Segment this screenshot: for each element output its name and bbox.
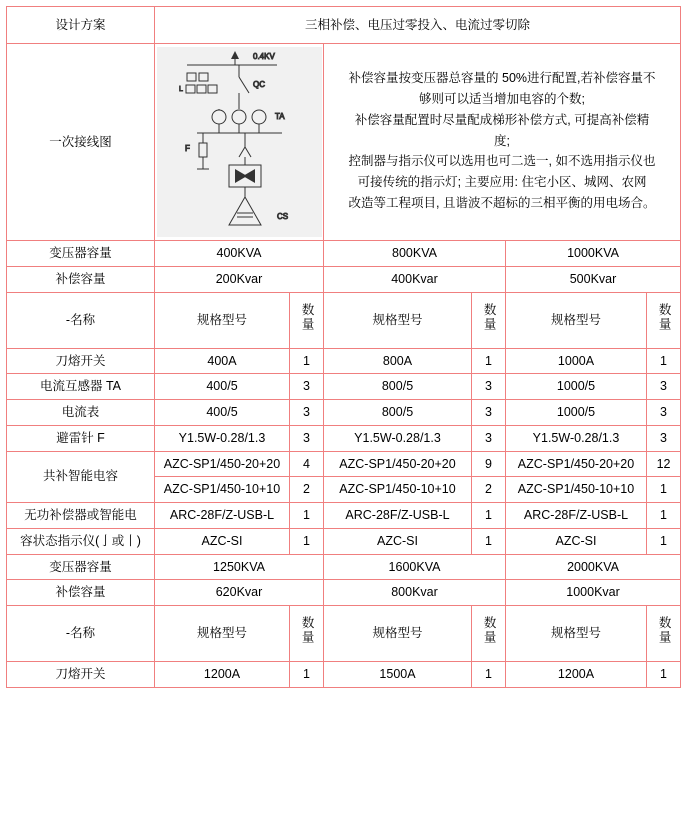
table-row	[7, 503, 681, 529]
compensation-capacity-value-2a: 620Kvar	[155, 580, 324, 606]
indicator-label-line2: 容状态指示仪(亅或丨)	[20, 533, 141, 548]
qty-header-2a	[290, 606, 324, 662]
row-qty: 1	[472, 528, 506, 554]
row-model: Y1.5W-0.28/1.3	[155, 425, 290, 451]
row-model: Y1.5W-0.28/1.3	[324, 425, 472, 451]
row-model: AZC-SI	[155, 528, 290, 554]
row-model: AZC-SP1/450-20+20	[506, 451, 647, 477]
row-qty: 9	[472, 451, 506, 477]
model-header-1c: 规格型号	[506, 292, 647, 348]
row-model: AZC-SP1/450-10+10	[324, 477, 472, 503]
desc-line-7: 改造等工程项目, 且谐波不超标的三相平衡的用电场合。	[348, 195, 656, 210]
compensation-capacity-label-1: 补偿容量	[7, 266, 155, 292]
column-header-row-1	[7, 292, 681, 348]
row-qty: 3	[290, 425, 324, 451]
row-model: 800/5	[324, 400, 472, 426]
transformer-capacity-row-2	[7, 554, 681, 580]
svg-text:F: F	[185, 144, 190, 153]
row-model: 1000/5	[506, 374, 647, 400]
model-header-2c: 规格型号	[506, 606, 647, 662]
model-header-1a: 规格型号	[155, 292, 290, 348]
row-model: 400A	[155, 348, 290, 374]
column-header-row-2	[7, 606, 681, 662]
row-model: AZC-SP1/450-10+10	[155, 477, 290, 503]
row-qty: 4	[290, 451, 324, 477]
qty-header-text-1b: 数量	[482, 302, 497, 332]
row-model: 1200A	[506, 662, 647, 688]
qty-header-1b	[472, 292, 506, 348]
qty-header-2b	[472, 606, 506, 662]
row-qty: 1	[647, 477, 681, 503]
transformer-capacity-value-1a: 400KVA	[155, 241, 324, 267]
compensation-capacity-label-2: 补偿容量	[7, 580, 155, 606]
svg-text:L: L	[179, 86, 183, 93]
row-qty: 1	[290, 348, 324, 374]
row-qty: 1	[472, 503, 506, 529]
row-qty: 3	[472, 425, 506, 451]
table-row	[7, 662, 681, 688]
row-model: 1000/5	[506, 400, 647, 426]
row-qty: 3	[472, 400, 506, 426]
svg-text:0.4KV: 0.4KV	[253, 52, 275, 61]
qty-header-1c	[647, 292, 681, 348]
compensation-capacity-row-2	[7, 580, 681, 606]
table-row	[7, 528, 681, 554]
transformer-capacity-label-1: 变压器容量	[7, 241, 155, 267]
svg-text:TA: TA	[275, 112, 285, 121]
qty-header-text-1c: 数量	[657, 302, 672, 332]
row-name-current-transformer: 电流互感器 TA	[7, 374, 155, 400]
compensation-capacity-value-2c: 1000Kvar	[506, 580, 681, 606]
row-qty: 3	[290, 400, 324, 426]
row-qty: 2	[472, 477, 506, 503]
row-model: 1000A	[506, 348, 647, 374]
row-name-ammeter: 电流表	[7, 400, 155, 426]
table-row	[7, 374, 681, 400]
qty-header-text-2c: 数量	[657, 616, 672, 646]
row-model: 400/5	[155, 400, 290, 426]
transformer-capacity-value-2b: 1600KVA	[324, 554, 506, 580]
qty-header-text-2a: 数量	[300, 616, 315, 646]
table-row	[7, 348, 681, 374]
row-qty: 3	[647, 400, 681, 426]
row-qty: 1	[472, 662, 506, 688]
compensation-capacity-value-2b: 800Kvar	[324, 580, 506, 606]
design-scheme-label: 设计方案	[7, 7, 155, 44]
compensation-capacity-value-1b: 400Kvar	[324, 266, 506, 292]
name-header-2: -名称	[7, 606, 155, 662]
row-name-lightning-arrester: 避雷针 F	[7, 425, 155, 451]
row-qty: 1	[647, 662, 681, 688]
row-qty: 1	[472, 348, 506, 374]
wiring-diagram-row	[7, 44, 681, 241]
row-qty: 3	[472, 374, 506, 400]
table-row	[7, 400, 681, 426]
row-model: AZC-SP1/450-10+10	[506, 477, 647, 503]
row-qty: 12	[647, 451, 681, 477]
name-header-1: -名称	[7, 292, 155, 348]
qty-header-text-1a: 数量	[300, 302, 315, 332]
svg-text:QC: QC	[253, 80, 265, 89]
model-header-1b: 规格型号	[324, 292, 472, 348]
row-model: 800A	[324, 348, 472, 374]
model-header-2a: 规格型号	[155, 606, 290, 662]
row-qty: 3	[647, 374, 681, 400]
table-row	[7, 425, 681, 451]
row-qty: 1	[647, 503, 681, 529]
wiring-diagram-image	[155, 44, 324, 241]
row-qty: 1	[290, 528, 324, 554]
desc-line-6: 可接传统的指示灯; 主要应用: 住宅小区、城网、农网	[357, 175, 647, 190]
row-name-status-indicator	[7, 528, 155, 554]
desc-line-3: 补偿容量配置时尽量配成梯形补偿方式, 可提高补偿精	[354, 112, 650, 127]
row-model: ARC-28F/Z-USB-L	[324, 503, 472, 529]
desc-line-4: 度;	[494, 133, 511, 148]
indicator-label-line1: 无功补偿器或智能电	[24, 508, 137, 522]
specification-table	[6, 6, 681, 688]
row-qty: 1	[647, 528, 681, 554]
row-qty: 1	[290, 662, 324, 688]
row-name-knife-switch-2: 刀熔开关	[7, 662, 155, 688]
design-scheme-row	[7, 7, 681, 44]
transformer-capacity-value-2c: 2000KVA	[506, 554, 681, 580]
row-model: AZC-SP1/450-20+20	[324, 451, 472, 477]
row-model: AZC-SI	[324, 528, 472, 554]
compensation-capacity-row-1	[7, 266, 681, 292]
row-model: 1500A	[324, 662, 472, 688]
single-line-diagram-svg	[157, 47, 322, 237]
table-row	[7, 451, 681, 477]
row-name-knife-switch: 刀熔开关	[7, 348, 155, 374]
transformer-capacity-row-1	[7, 241, 681, 267]
qty-header-text-2b: 数量	[482, 616, 497, 646]
row-model: 1200A	[155, 662, 290, 688]
wiring-diagram-graphic	[157, 47, 322, 237]
transformer-capacity-value-1b: 800KVA	[324, 241, 506, 267]
row-qty: 3	[290, 374, 324, 400]
compensation-capacity-value-1c: 500Kvar	[506, 266, 681, 292]
row-qty: 1	[290, 503, 324, 529]
row-model: ARC-28F/Z-USB-L	[155, 503, 290, 529]
transformer-capacity-value-1c: 1000KVA	[506, 241, 681, 267]
row-model: Y1.5W-0.28/1.3	[506, 425, 647, 451]
row-qty: 1	[647, 348, 681, 374]
row-model: 400/5	[155, 374, 290, 400]
row-model: AZC-SP1/450-20+20	[155, 451, 290, 477]
transformer-capacity-label-2: 变压器容量	[7, 554, 155, 580]
design-scheme-value: 三相补偿、电压过零投入、电流过零切除	[155, 7, 681, 44]
wiring-diagram-label: 一次接线图	[7, 44, 155, 241]
qty-header-1a	[290, 292, 324, 348]
compensation-capacity-value-1a: 200Kvar	[155, 266, 324, 292]
qty-header-2c	[647, 606, 681, 662]
model-header-2b: 规格型号	[324, 606, 472, 662]
row-name-reactive-compensator	[7, 503, 155, 529]
row-model: AZC-SI	[506, 528, 647, 554]
row-model: 800/5	[324, 374, 472, 400]
wiring-description	[324, 44, 681, 241]
desc-line-5: 控制器与指示仪可以选用也可二选一, 如不选用指示仪也	[348, 154, 656, 169]
desc-line-1: 补偿容量按变压器总容量的 50%进行配置,若补偿容量不	[348, 71, 656, 86]
row-qty: 3	[647, 425, 681, 451]
transformer-capacity-value-2a: 1250KVA	[155, 554, 324, 580]
desc-line-2: 够则可以适当增加电容的个数;	[419, 92, 586, 107]
svg-text:CS: CS	[277, 212, 289, 221]
row-qty: 2	[290, 477, 324, 503]
row-model: ARC-28F/Z-USB-L	[506, 503, 647, 529]
row-name-smart-capacitor: 共补智能电容	[7, 451, 155, 503]
